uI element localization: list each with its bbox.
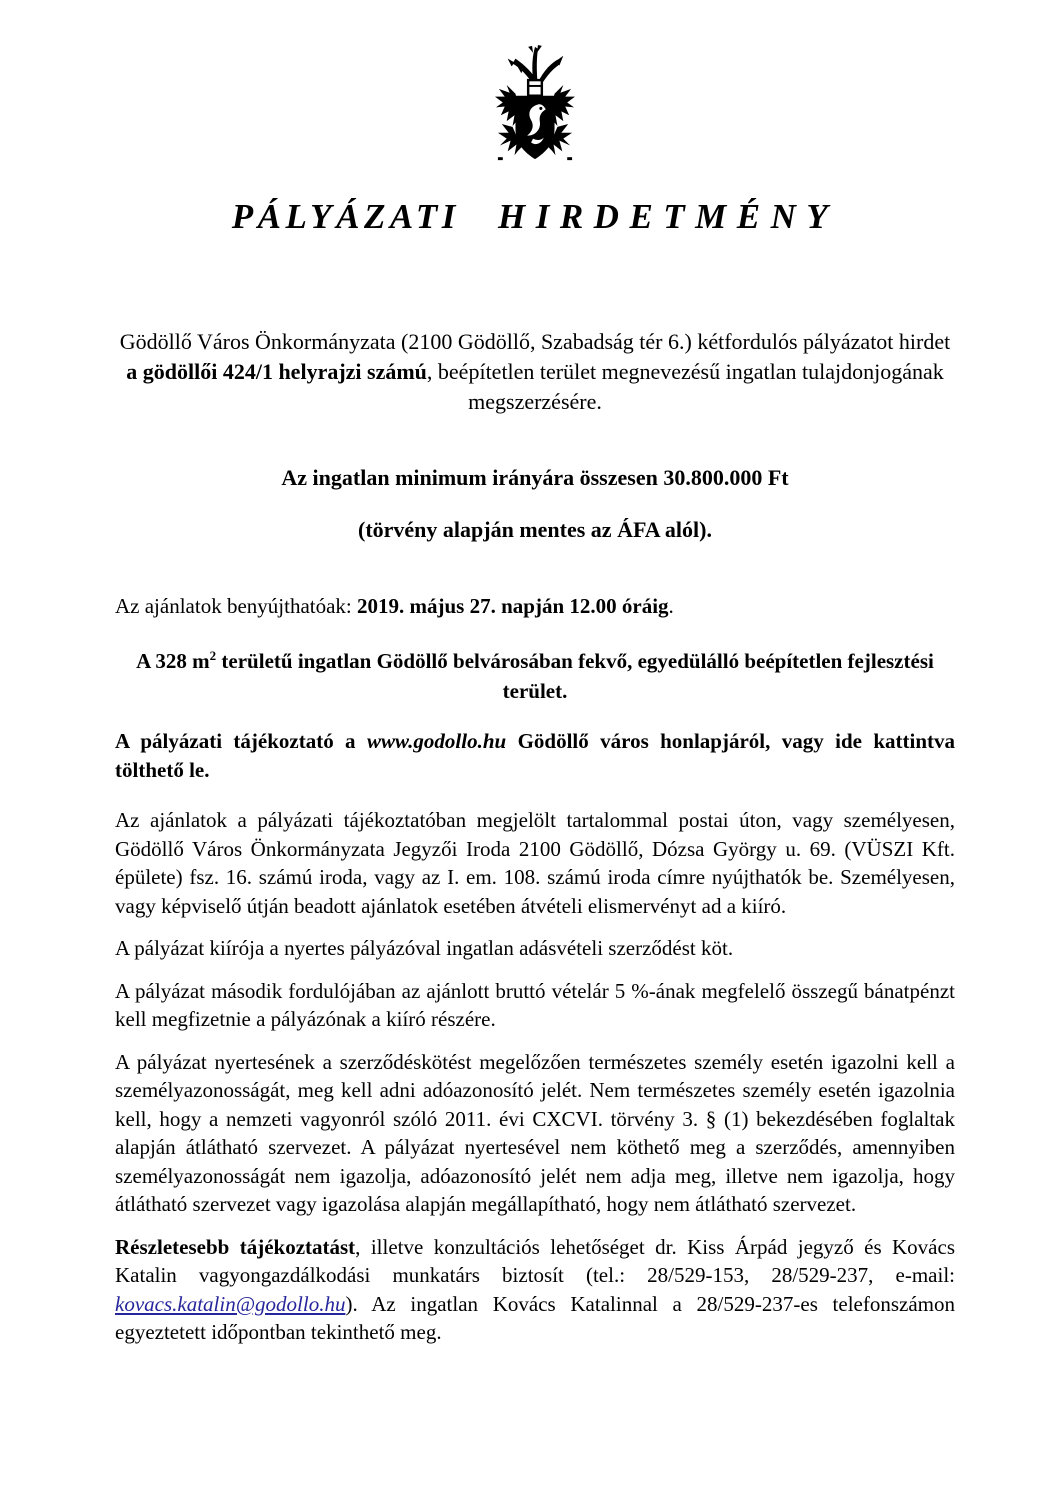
crest-container	[115, 43, 955, 165]
deadline-text-post: .	[668, 594, 674, 618]
info-text-post: tölthető le.	[115, 758, 210, 782]
info-text-pre: A pályázati tájékoztató a	[115, 729, 367, 753]
area-text-post: területű ingatlan Gödöllő belvárosában fekvő, egyedülálló beépítetlen fejlesztési terület.	[216, 649, 934, 703]
click-here-link[interactable]: ide kattintva	[835, 729, 955, 753]
square-meter-superscript: 2	[209, 648, 217, 663]
winner-requirements-paragraph: A pályázat nyertesének a szerződéskötést megelőzően természetes személy esetén igazolni kell a személyazonosságát, meg kell adni adóazonosító jelét. Nem természetes személy esetén igazolnia kell, hogy a nemzeti vagyonról szóló 2011. évi CXCVI. törvény 3. § (1) bekezdésében foglaltak alapján átlátható szervezet. A pályázat nyertesével nem köthető meg a szerződés, amennyiben személyazonosságát nem igazolja, adóazonosító jelét nem adja meg, illetve nem igazolja, hogy átlátható szervezet vagy igazolása alapján megállapítható, hogy nem átlátható szervezet.	[115, 1049, 955, 1216]
contact-text-post: ). Az ingatlan Kovács Katalinnal a 28/529-237-es telefonszámon egyeztetett időpontban tekinthető meg.	[115, 1291, 955, 1344]
area-description	[115, 646, 955, 706]
area-text-pre: A 328 m	[136, 649, 210, 673]
title-word-1: PÁLYÁZATI	[231, 197, 460, 236]
godollo-website-url[interactable]: www.godollo.hu	[366, 729, 507, 753]
page-title	[115, 196, 955, 238]
download-info-paragraph	[115, 727, 955, 785]
minimum-price-line: Az ingatlan minimum irányára összesen 30.800.000 Ft	[281, 465, 789, 490]
title-word-2: HIRDETMÉNY	[497, 197, 839, 236]
godollo-coat-of-arms-icon	[486, 43, 584, 165]
intro-text-pre: Gödöllő Város Önkormányzata (2100 Gödöllő, Szabadság tér 6.) kétfordulós pályázatot hirdet	[119, 329, 951, 354]
submission-address-paragraph: Az ajánlatok a pályázati tájékoztatóban megjelölt tartalommal postai úton, vagy személyesen, Gödöllő Város Önkormányzata Jegyzői Iroda 2100 Gödöllő, Dózsa György u. 69. (VÜSZI Kft. épülete) fsz. 16. számú iroda, vagy az I. em. 108. számú iroda címre nyújthatók be. Személyesen, vagy képviselő útján beadott ajánlatok esetében átvételi elismervényt ad a kiíró.	[115, 808, 955, 918]
vat-exempt-line: (törvény alapján mentes az ÁFA alól).	[358, 517, 712, 542]
deadline-text-pre: Az ajánlatok benyújthatóak:	[115, 594, 358, 618]
contact-paragraph	[115, 1233, 955, 1347]
intro-paragraph	[115, 327, 955, 417]
intro-text-post: , beépítetlen terület megnevezésű ingatlan tulajdonjogának megszerzésére.	[426, 359, 944, 414]
submission-deadline-line	[115, 592, 955, 621]
parcel-number-bold: a gödöllői 424/1 helyrajzi számú	[126, 359, 427, 384]
deposit-paragraph: A pályázat második fordulójában az ajánlott bruttó vételár 5 %-ának megfelelő összegű bánatpénzt kell megfizetnie a pályázónak a kiíró részére.	[115, 978, 955, 1031]
info-text-mid: Gödöllő város honlapjáról, vagy	[506, 729, 836, 753]
contact-text-mid: , illetve konzultációs lehetőséget dr. Kiss Árpád jegyző és Kovács Katalin vagyongazdálkodási munkatárs biztosít (tel.: 28/529-153, 28/529-237, e-mail:	[115, 1234, 955, 1287]
contact-text-bold: Részletesebb tájékoztatást	[115, 1234, 356, 1259]
contract-paragraph: A pályázat kiírója a nyertes pályázóval ingatlan adásvételi szerződést köt.	[115, 936, 734, 960]
email-link[interactable]: kovacs.katalin@godollo.hu	[115, 1291, 346, 1316]
deadline-date-bold: 2019. május 27. napján 12.00 óráig	[357, 594, 669, 618]
